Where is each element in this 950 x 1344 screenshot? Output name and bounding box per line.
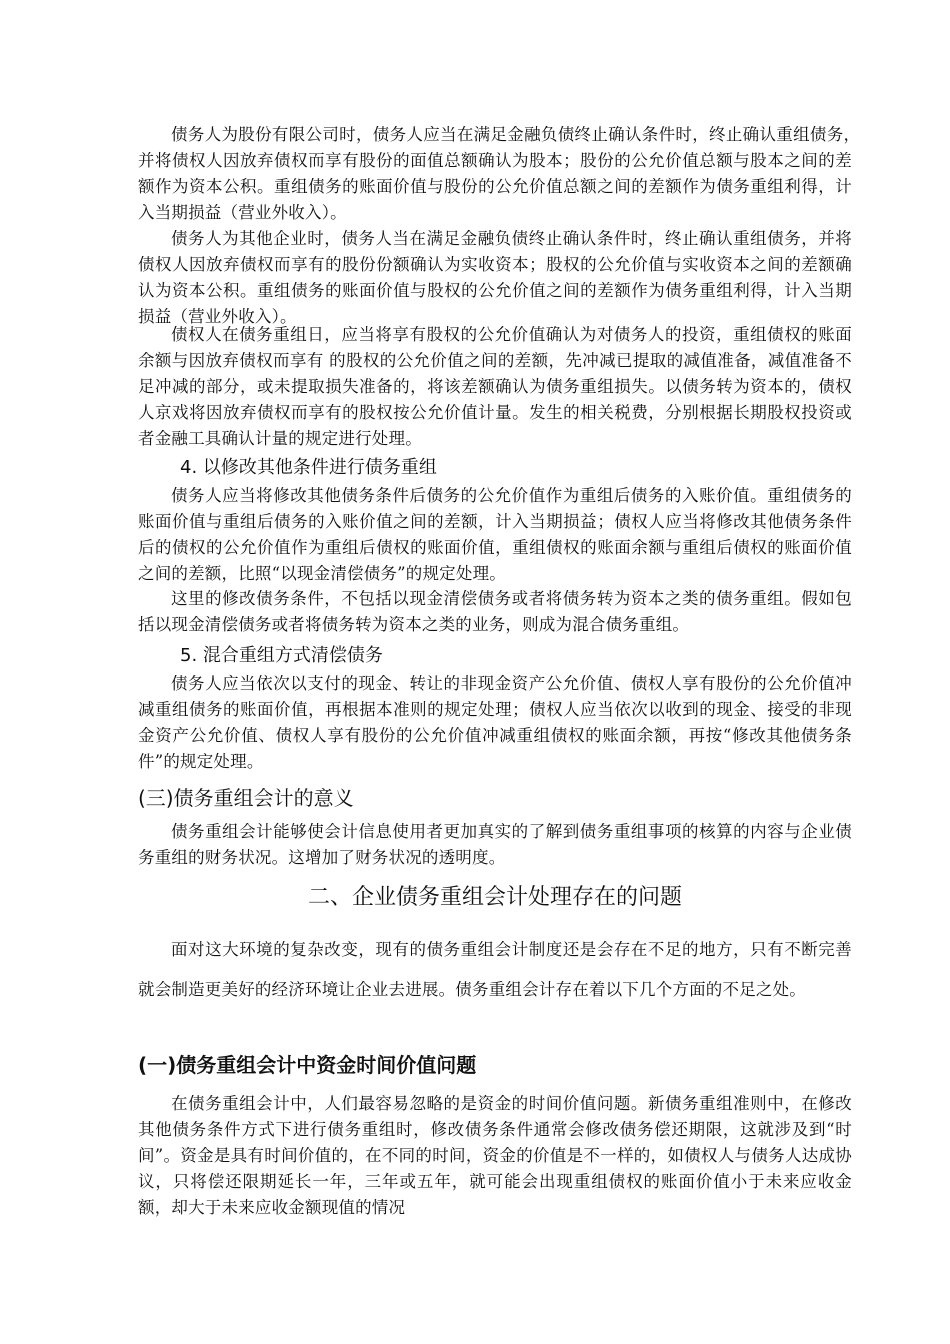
paragraph-text: 债务人应当将修改其他债务条件后债务的公允价值作为重组后债务的入账价值。重组债务的账面价值与重组后债务的入账价值之间的差额，计入当期损益；债权人应当将修改其他债务条件后的债权的公允价值作为重组后债权的账面价值，重组债权的账面余额与重组后债权的账面价值之间的差额，比照“以现金清偿债务”的规定处理。 bbox=[138, 486, 852, 583]
paragraph-text: 债权人在债务重组日，应当将享有股权的公允价值确认为对债务人的投资，重组债权的账面余额与因放弃债权而享有 的股权的公允价值之间的差额，先冲减已提取的减值准备，减值准备不足冲减的部分，或未提取损失准备的，将该差额确认为债务重组损失。以债务转为资本的，债权人京戏将因放弃债权而享有的股权按公允价值计量。发生的相关税费，分别根据长期股权投资或者金融工具确认计量的规定进行处理。 bbox=[138, 325, 852, 448]
heading-modify-other-terms bbox=[138, 455, 852, 481]
paragraph-text: 债务重组会计能够使会计信息使用者更加真实的了解到债务重组事项的核算的内容与企业债务重组的财务状况。这增加了财务状况的透明度。 bbox=[138, 822, 852, 867]
paragraph-problems-intro bbox=[138, 930, 852, 1010]
paragraph-text: 在债务重组会计中，人们最容易忽略的是资金的时间价值问题。新债务重组准则中，在修改其他债务条件方式下进行债务重组时，修改债务条件通常会修改债务偿还期限，这就涉及到“时间”。资金是具有时间价值的，在不同的时间，资金的价值是不一样的，如债权人与债务人达成协议，只将偿还限期延长一年，三年或五年，就可能会出现重组债权的账面价值小于未来应收金额，却大于未来应收金额现值的情况 bbox=[138, 1094, 852, 1217]
paragraph-time-value bbox=[138, 1091, 852, 1221]
paragraph-text: 这里的修改债务条件，不包括以现金清偿债务或者将债务转为资本之类的债务重组。假如包括以现金清偿债务或者将债务转为资本之类的业务，则成为混合债务重组。 bbox=[138, 589, 852, 634]
paragraph-creditor-equity bbox=[138, 322, 852, 452]
paragraph-shareholding-debtor bbox=[138, 122, 869, 226]
paragraph-mixed-restructure-note bbox=[138, 586, 852, 638]
heading-text: 二、企业债务重组会计处理存在的问题 bbox=[307, 885, 682, 910]
heading-text: (一)债务重组会计中资金时间价值问题 bbox=[138, 1053, 477, 1077]
heading-text: (三)债务重组会计的意义 bbox=[138, 786, 354, 810]
paragraph-mixed-restructure bbox=[138, 671, 852, 775]
heading-time-value bbox=[138, 1050, 852, 1080]
heading-text: 5. 混合重组方式清偿债务 bbox=[180, 645, 383, 666]
paragraph-significance bbox=[138, 819, 852, 871]
paragraph-text: 债务人为股份有限公司时，债务人应当在满足金融负债终止确认条件时，终止确认重组债务， 并将债权人因放弃债权而享有股份的面值总额确认为股本；股份的公允价值总额与股本之间的差额作为资本公积。重组债务的账面价值与股份的公允价值总额之间的差额作为债务重组利得，计入当期损益（营业外收入）。 bbox=[138, 125, 869, 222]
heading-mixed-restructure bbox=[138, 643, 852, 669]
paragraph-text: 债务人应当依次以支付的现金、转让的非现金资产公允价值、债权人享有股份的公允价值冲减重组债务的账面价值，再根据本准则的规定处理；债权人应当依次以收到的现金、接受的非现金资产公允价值、债权人享有股份的公允价值冲减重组债权的账面余额，再按“修改其他债务条件”的规定处理。 bbox=[138, 674, 852, 771]
heading-significance bbox=[138, 783, 852, 813]
paragraph-other-enterprise-debtor bbox=[138, 226, 852, 330]
heading-text: 4. 以修改其他条件进行债务重组 bbox=[180, 457, 437, 478]
paragraph-text: 面对这大环境的复杂改变，现有的债务重组会计制度还是会存在不足的地方，只有不断完善就会制造更美好的经济环境让企业去进展。债务重组会计存在着以下几个方面的不足之处。 bbox=[138, 940, 852, 999]
paragraph-modify-terms bbox=[138, 483, 852, 587]
paragraph-text: 债务人为其他企业时，债务人当在满足金融负债终止确认条件时，终止确认重组债务，并将债权人因放弃债权而享有的股份份额确认为实收资本；股权的公允价值与实收资本之间的差额确认为资本公积。重组债务的账面价值与股权的公允价值之间的差额作为债务重组利得，计入当期损益（营业外收入）。 bbox=[138, 229, 852, 326]
heading-chapter-two bbox=[138, 883, 852, 913]
